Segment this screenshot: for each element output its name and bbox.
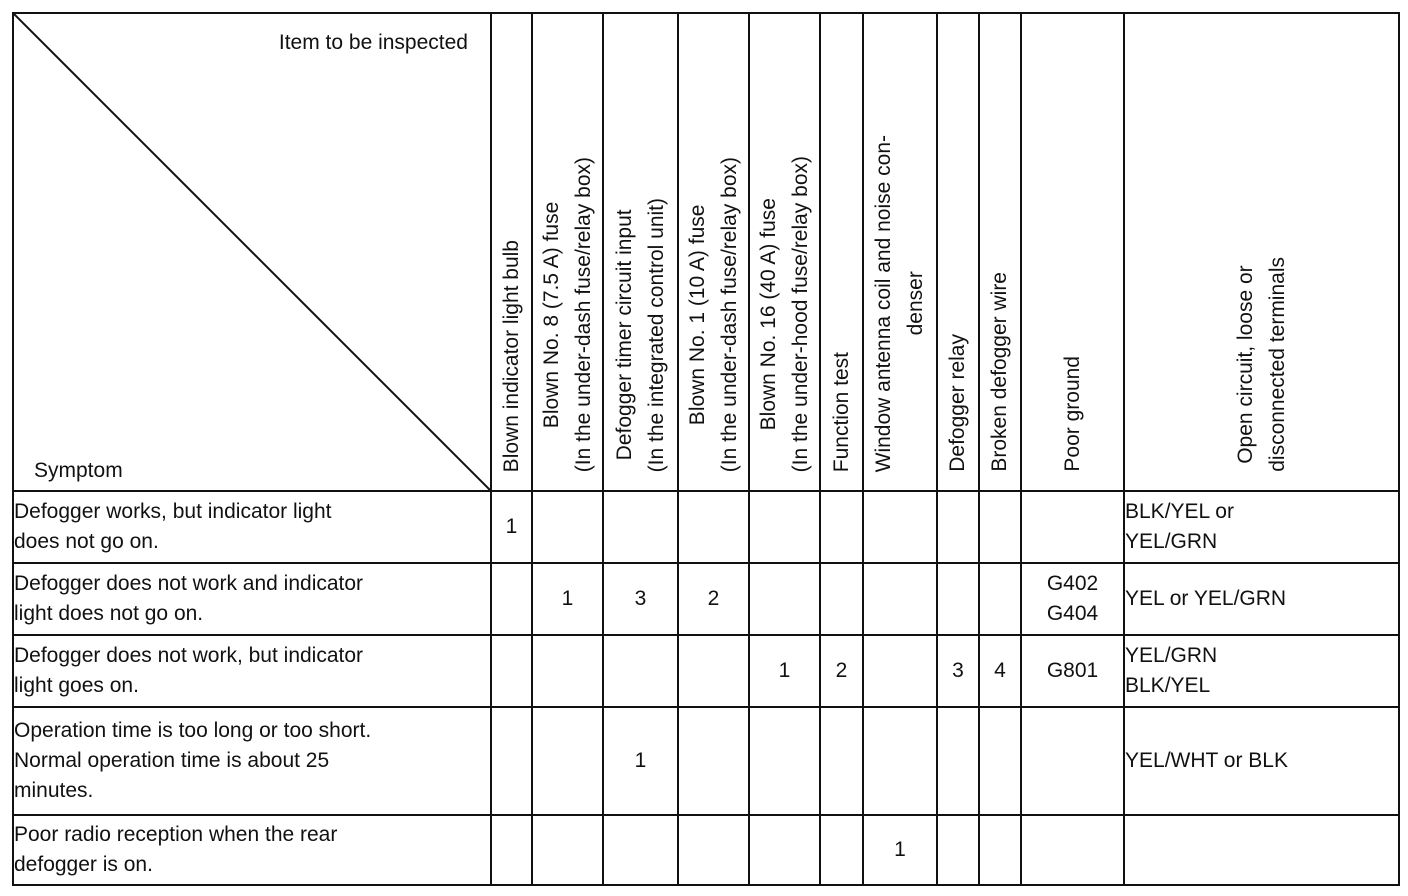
column-header-line: Blown No. 8 (7.5 A) fuse (539, 201, 563, 428)
inspection-order-cell (491, 635, 532, 707)
inspection-order-cell (979, 815, 1021, 885)
open-circuit-line: BLK/YEL (1125, 674, 1211, 697)
column-header-line: Blown No. 1 (10 A) fuse (685, 204, 709, 425)
column-header (603, 13, 678, 491)
inspection-order-cell (678, 707, 749, 815)
ground-cell (1021, 491, 1124, 563)
column-header-line: Defogger timer circuit input (612, 209, 636, 461)
symptom-line: Defogger does not work, but indicator (14, 644, 364, 667)
column-header (1021, 13, 1124, 491)
ground-cell (1021, 635, 1124, 707)
header-row (13, 13, 1399, 491)
inspection-order-cell (603, 491, 678, 563)
column-header-line: Blown indicator light bulb (499, 239, 523, 472)
symptom-cell (13, 707, 491, 815)
inspection-order-cell (863, 635, 937, 707)
inspection-order-cell (532, 635, 603, 707)
ground-cell (1021, 707, 1124, 815)
inspection-order-cell (820, 563, 863, 635)
corner-item-label: Item to be inspected (278, 31, 468, 54)
inspection-order-cell: 4 (979, 635, 1021, 707)
inspection-order-cell (820, 815, 863, 885)
symptom-line: Poor radio reception when the rear (14, 823, 338, 846)
inspection-order-cell: 3 (937, 635, 979, 707)
column-header (979, 13, 1021, 491)
open-circuit-line: YEL or YEL/GRN (1125, 587, 1287, 610)
column-header (678, 13, 749, 491)
open-circuit-line: YEL/GRN (1125, 530, 1218, 553)
column-header-line: (In the integrated control unit) (644, 197, 668, 472)
table-row (13, 563, 1399, 635)
symptom-line: Defogger works, but indicator light (14, 500, 332, 523)
column-header-line: Function test (829, 351, 853, 472)
table-row (13, 635, 1399, 707)
column-header-label (496, 240, 528, 490)
inspection-order-cell (491, 707, 532, 815)
inspection-order-cell (603, 815, 678, 885)
symptom-line: defogger is on. (14, 853, 153, 876)
inspection-order-cell (678, 815, 749, 885)
column-header (937, 13, 979, 491)
inspection-order-cell (749, 563, 820, 635)
ground-cell (1021, 815, 1124, 885)
column-header-line: denser (904, 271, 927, 336)
inspection-order-cell: 3 (603, 563, 678, 635)
column-header (820, 13, 863, 491)
column-header-label (1057, 356, 1089, 490)
inspection-order-cell (937, 491, 979, 563)
inspection-order-cell (937, 563, 979, 635)
inspection-order-cell: 1 (749, 635, 820, 707)
inspection-order-cell (937, 815, 979, 885)
inspection-order-cell (491, 563, 532, 635)
column-header-label (942, 334, 974, 490)
inspection-order-cell (863, 707, 937, 815)
open-circuit-cell (1124, 563, 1399, 635)
inspection-order-cell (937, 707, 979, 815)
inspection-order-cell (979, 491, 1021, 563)
column-header-line: Blown No. 16 (40 A) fuse (756, 197, 780, 430)
column-header-line: disconnected terminals (1265, 257, 1289, 472)
table-row (13, 491, 1399, 563)
inspection-order-cell (820, 491, 863, 563)
inspection-order-cell (532, 707, 603, 815)
column-header (1124, 13, 1399, 491)
troubleshooting-table (12, 12, 1400, 886)
column-header-line: Poor ground (1060, 356, 1084, 472)
column-header-line: (In the under-dash fuse/relay box) (717, 156, 741, 472)
inspection-order-cell (678, 635, 749, 707)
inspection-order-cell (532, 491, 603, 563)
symptom-cell (13, 491, 491, 563)
ground-cell (1021, 563, 1124, 635)
table-row (13, 707, 1399, 815)
table-row (13, 815, 1399, 885)
ground-line: G402 (1046, 572, 1099, 595)
inspection-order-cell: 1 (603, 707, 678, 815)
column-header-label (1230, 257, 1294, 490)
inspection-order-cell: 1 (532, 563, 603, 635)
column-header-line: Defogger relay (946, 334, 969, 472)
column-header-label (826, 352, 858, 490)
symptom-line: light goes on. (14, 674, 139, 697)
column-header-line: (In the under-hood fuse/relay box) (788, 155, 812, 472)
inspection-order-cell (532, 815, 603, 885)
inspection-order-cell (863, 491, 937, 563)
open-circuit-line: YEL/GRN (1125, 644, 1218, 667)
inspection-order-cell (820, 707, 863, 815)
column-header-label (984, 272, 1016, 490)
inspection-order-cell: 1 (863, 815, 937, 885)
symptom-cell (13, 635, 491, 707)
ground-line: G404 (1046, 602, 1099, 625)
column-header-label (682, 157, 746, 490)
symptom-line: Normal operation time is about 25 (14, 749, 330, 772)
open-circuit-line: BLK/YEL or (1125, 500, 1234, 523)
column-header-line: (In the under-dash fuse/relay box) (571, 156, 595, 472)
column-header-line: Open circuit, loose or (1233, 265, 1257, 464)
column-header (749, 13, 820, 491)
inspection-order-cell (491, 815, 532, 885)
corner-cell (13, 13, 491, 491)
symptom-line: minutes. (14, 779, 94, 802)
inspection-order-cell (979, 563, 1021, 635)
column-header (491, 13, 532, 491)
symptom-line: does not go on. (14, 530, 159, 553)
inspection-order-cell (979, 707, 1021, 815)
column-header-label (753, 156, 817, 490)
symptom-line: light does not go on. (14, 602, 204, 625)
open-circuit-cell (1124, 815, 1399, 885)
open-circuit-line: YEL/WHT or BLK (1125, 749, 1288, 772)
inspection-order-cell: 2 (820, 635, 863, 707)
column-header-label (536, 157, 600, 490)
inspection-order-cell (678, 491, 749, 563)
column-header-label (868, 135, 932, 490)
inspection-order-cell (749, 707, 820, 815)
inspection-order-cell: 2 (678, 563, 749, 635)
diagonal-divider (14, 14, 490, 490)
corner-symptom-label: Symptom (34, 459, 123, 482)
column-header-label (609, 198, 673, 490)
symptom-line: Operation time is too long or too short. (14, 719, 372, 742)
column-header-line: Window antenna coil and noise con- (872, 134, 895, 472)
ground-line: G801 (1046, 659, 1099, 682)
open-circuit-cell (1124, 635, 1399, 707)
column-header (532, 13, 603, 491)
column-header (863, 13, 937, 491)
inspection-order-cell (863, 563, 937, 635)
inspection-order-cell (603, 635, 678, 707)
open-circuit-cell (1124, 491, 1399, 563)
symptom-cell (13, 563, 491, 635)
inspection-order-cell: 1 (491, 491, 532, 563)
open-circuit-cell (1124, 707, 1399, 815)
symptom-cell (13, 815, 491, 885)
column-header-line: Broken defogger wire (988, 272, 1011, 472)
inspection-order-cell (749, 491, 820, 563)
symptom-line: Defogger does not work and indicator (14, 572, 364, 595)
inspection-order-cell (749, 815, 820, 885)
table-body (13, 13, 1399, 885)
